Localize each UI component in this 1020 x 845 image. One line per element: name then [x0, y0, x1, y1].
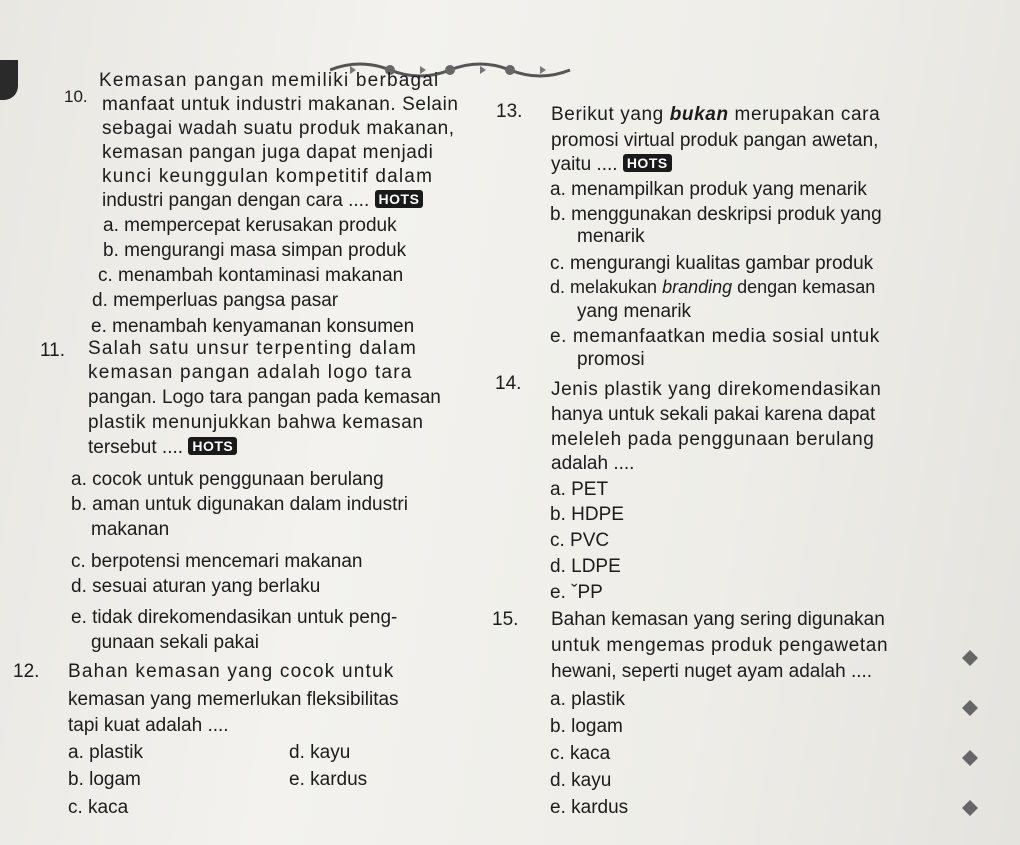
answer-option-d[interactable]: d. kayu [550, 770, 612, 791]
question-text-line: kunci keunggulan kompetitif dalam [102, 166, 434, 187]
answer-option-d-cont: yang menarik [577, 301, 692, 322]
answer-option-b[interactable]: b. aman untuk digunakan dalam industri [71, 494, 408, 515]
answer-option-d[interactable]: d. memperluas pangsa pasar [92, 290, 339, 311]
answer-option-d[interactable]: d. sesuai aturan yang berlaku [71, 576, 321, 597]
answer-option-b-cont: menarik [577, 226, 645, 247]
question-text-line: plastik menunjukkan bahwa kemasan [88, 412, 424, 433]
answer-option-e-cont: gunaan sekali pakai [91, 632, 259, 653]
answer-option-e[interactable]: e. kardus [550, 797, 629, 818]
answer-option-a[interactable]: a. plastik [68, 742, 143, 763]
question-text-line: kemasan yang memerlukan fleksibilitas [68, 689, 399, 710]
question-text: tersebut .... [88, 437, 184, 458]
answer-option-a[interactable]: a. mempercepat kerusakan produk [103, 215, 397, 236]
question-number: 13. [496, 101, 523, 122]
answer-option-b[interactable]: b. logam [550, 716, 623, 737]
answer-option-b[interactable]: b. menggunakan deskripsi produk yang [550, 204, 882, 225]
question-text-line [102, 190, 423, 212]
page-fold-shadow [0, 60, 18, 100]
question-text-line: manfaat untuk industri makanan. Selain [102, 94, 459, 115]
question-number: 14. [495, 373, 522, 394]
answer-option-c[interactable]: c. kaca [68, 797, 129, 818]
answer-option-e[interactable]: e. memanfaatkan media sosial untuk [550, 326, 880, 347]
answer-option-b[interactable]: b. HDPE [550, 504, 624, 525]
option-text: dengan kemasan [732, 277, 876, 297]
question-number: 12. [13, 661, 40, 682]
option-text: d. melakukan [550, 277, 663, 297]
question-text-line: Bahan kemasan yang sering digunakan [551, 609, 885, 630]
answer-option-a[interactable]: a. plastik [550, 689, 625, 710]
question-text-line: adalah .... [551, 453, 635, 474]
answer-option-c[interactable]: c. kaca [550, 743, 611, 764]
question-text: Berikut yang [551, 104, 670, 125]
answer-option-a[interactable]: a. menampilkan produk yang menarik [550, 179, 867, 200]
answer-option-a[interactable]: a. cocok untuk penggunaan berulang [71, 469, 384, 490]
emphasis-text: bukan [669, 104, 729, 125]
answer-option-a[interactable]: a. PET [550, 479, 609, 500]
question-text-line: sebagai wadah suatu produk makanan, [102, 118, 455, 139]
question-text: yaitu .... [551, 154, 618, 175]
answer-option-c[interactable]: c. mengurangi kualitas gambar produk [550, 253, 874, 274]
emphasis-text: branding [662, 277, 733, 297]
binding-edge-decoration-icon [950, 640, 990, 840]
hots-badge: HOTS [623, 154, 672, 172]
answer-option-e-cont: promosi [577, 349, 645, 370]
question-text: industri pangan dengan cara .... [102, 190, 370, 211]
answer-option-e[interactable]: e. ˇPP [550, 582, 603, 603]
question-text-line: Kemasan pangan memiliki berbagai [99, 70, 440, 91]
question-text-line: hanya untuk sekali pakai karena dapat [551, 404, 876, 425]
question-text-line: kemasan pangan juga dapat menjadi [102, 142, 434, 163]
answer-option-d[interactable]: d. LDPE [550, 556, 621, 577]
question-text-line: tapi kuat adalah .... [68, 715, 229, 736]
question-text-line: Bahan kemasan yang cocok untuk [68, 661, 395, 682]
question-text-line [551, 104, 880, 126]
answer-option-b-cont: makanan [91, 519, 170, 540]
answer-option-e[interactable]: e. menambah kenyamanan konsumen [91, 316, 415, 337]
question-number: 10. [64, 87, 88, 106]
question-text-line: untuk mengemas produk pengawetan [551, 635, 889, 656]
answer-option-d[interactable] [550, 276, 875, 298]
question-text-line [551, 154, 672, 176]
question-number: 15. [492, 609, 519, 630]
question-text-line: meleleh pada penggunaan berulang [551, 429, 875, 450]
hots-badge: HOTS [188, 437, 237, 455]
answer-option-e[interactable]: e. kardus [289, 769, 368, 790]
question-text-line: pangan. Logo tara pangan pada kemasan [88, 387, 441, 408]
answer-option-b[interactable]: b. mengurangi masa simpan produk [103, 240, 407, 261]
question-number: 11. [40, 340, 66, 361]
answer-option-d[interactable]: d. kayu [289, 742, 351, 763]
question-text-line [88, 437, 237, 459]
question-text-line: promosi virtual produk pangan awetan, [551, 130, 879, 151]
answer-option-e[interactable]: e. tidak direkomendasikan untuk peng- [71, 607, 398, 628]
answer-option-c[interactable]: c. PVC [550, 530, 610, 551]
question-text-line: Jenis plastik yang direkomendasikan [551, 379, 882, 400]
answer-option-c[interactable]: c. berpotensi mencemari makanan [71, 551, 363, 572]
question-text-line: kemasan pangan adalah logo tara [88, 362, 413, 383]
question-text-line: hewani, seperti nuget ayam adalah .... [551, 661, 873, 682]
hots-badge: HOTS [375, 190, 424, 208]
question-text: merupakan cara [728, 104, 881, 125]
question-text-line: Salah satu unsur terpenting dalam [88, 338, 418, 359]
answer-option-b[interactable]: b. logam [68, 769, 141, 790]
answer-option-c[interactable]: c. menambah kontaminasi makanan [98, 265, 404, 286]
